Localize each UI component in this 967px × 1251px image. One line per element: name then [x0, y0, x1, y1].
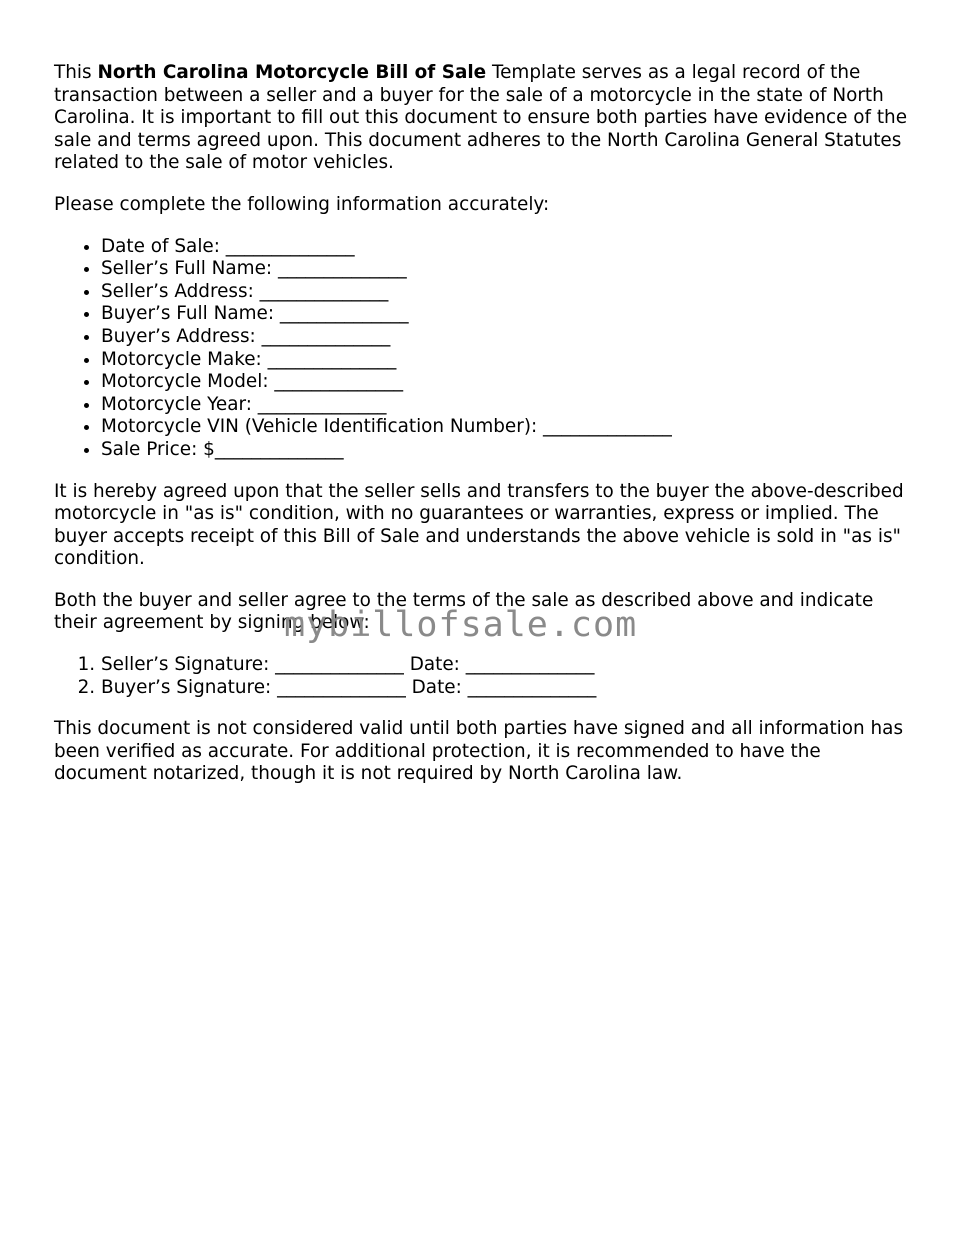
field-buyer-name: • Buyer’s Full Name: ______________ — [101, 303, 916, 326]
instruction-text: Please complete the following information accurately: — [54, 193, 550, 215]
field-motorcycle-model: • Motorcycle Model: ______________ — [101, 371, 916, 394]
field-seller-name: • Seller’s Full Name: ______________ — [101, 258, 916, 281]
closing-paragraph: This document is not considered valid until both parties have signed and all information has been verified as accurate. For additional protection, it is recommended to have the document notarized, though it is not required by North Carolina law. — [54, 718, 904, 785]
intro-paragraph — [54, 62, 916, 175]
watermark: mybillofsale.com — [284, 605, 638, 645]
field-motorcycle-vin: • Motorcycle VIN (Vehicle Identification Number): ______________ — [101, 416, 916, 439]
field-motorcycle-year: • Motorcycle Year: ______________ — [101, 394, 916, 417]
document-title: North Carolina Motorcycle Bill of Sale — [97, 62, 487, 83]
intro-suffix: Template serves as a legal record of the transaction between a seller and a buyer for the sale of a motorcycle in the state of North Carolina. It is important to fill out this document to ensure both parties have evidence of the sale and terms agreed upon. This document adheres to the North Carolina General Statutes related to the sale of motor vehicles. — [54, 62, 908, 174]
field-list — [54, 236, 916, 462]
field-sale-price: • Sale Price: $______________ — [101, 439, 916, 462]
signature-list — [54, 654, 916, 699]
field-motorcycle-make: • Motorcycle Make: ______________ — [101, 349, 916, 372]
field-date-of-sale: • Date of Sale: ______________ — [101, 236, 916, 259]
document-body — [54, 62, 916, 805]
as-is-paragraph: It is hereby agreed upon that the seller sells and transfers to the buyer the above-described motorcycle in "as is" condition, with no guarantees or warranties, express or implied. The buyer accepts receipt of this Bill of Sale and understands the above vehicle is sold in "as is" condition. — [54, 480, 904, 570]
field-seller-address: • Seller’s Address: ______________ — [101, 281, 916, 304]
intro-prefix: This — [54, 62, 98, 83]
seller-signature-line: 1. Seller’s Signature: ______________ Date: ______________ — [101, 654, 916, 677]
buyer-signature-line: 2. Buyer’s Signature: ______________ Date: ______________ — [101, 677, 916, 700]
field-buyer-address: • Buyer’s Address: ______________ — [101, 326, 916, 349]
agreement-paragraph: Both the buyer and seller agree to the terms of the sale as described above and indicate their agreement by signing below: — [54, 589, 874, 634]
